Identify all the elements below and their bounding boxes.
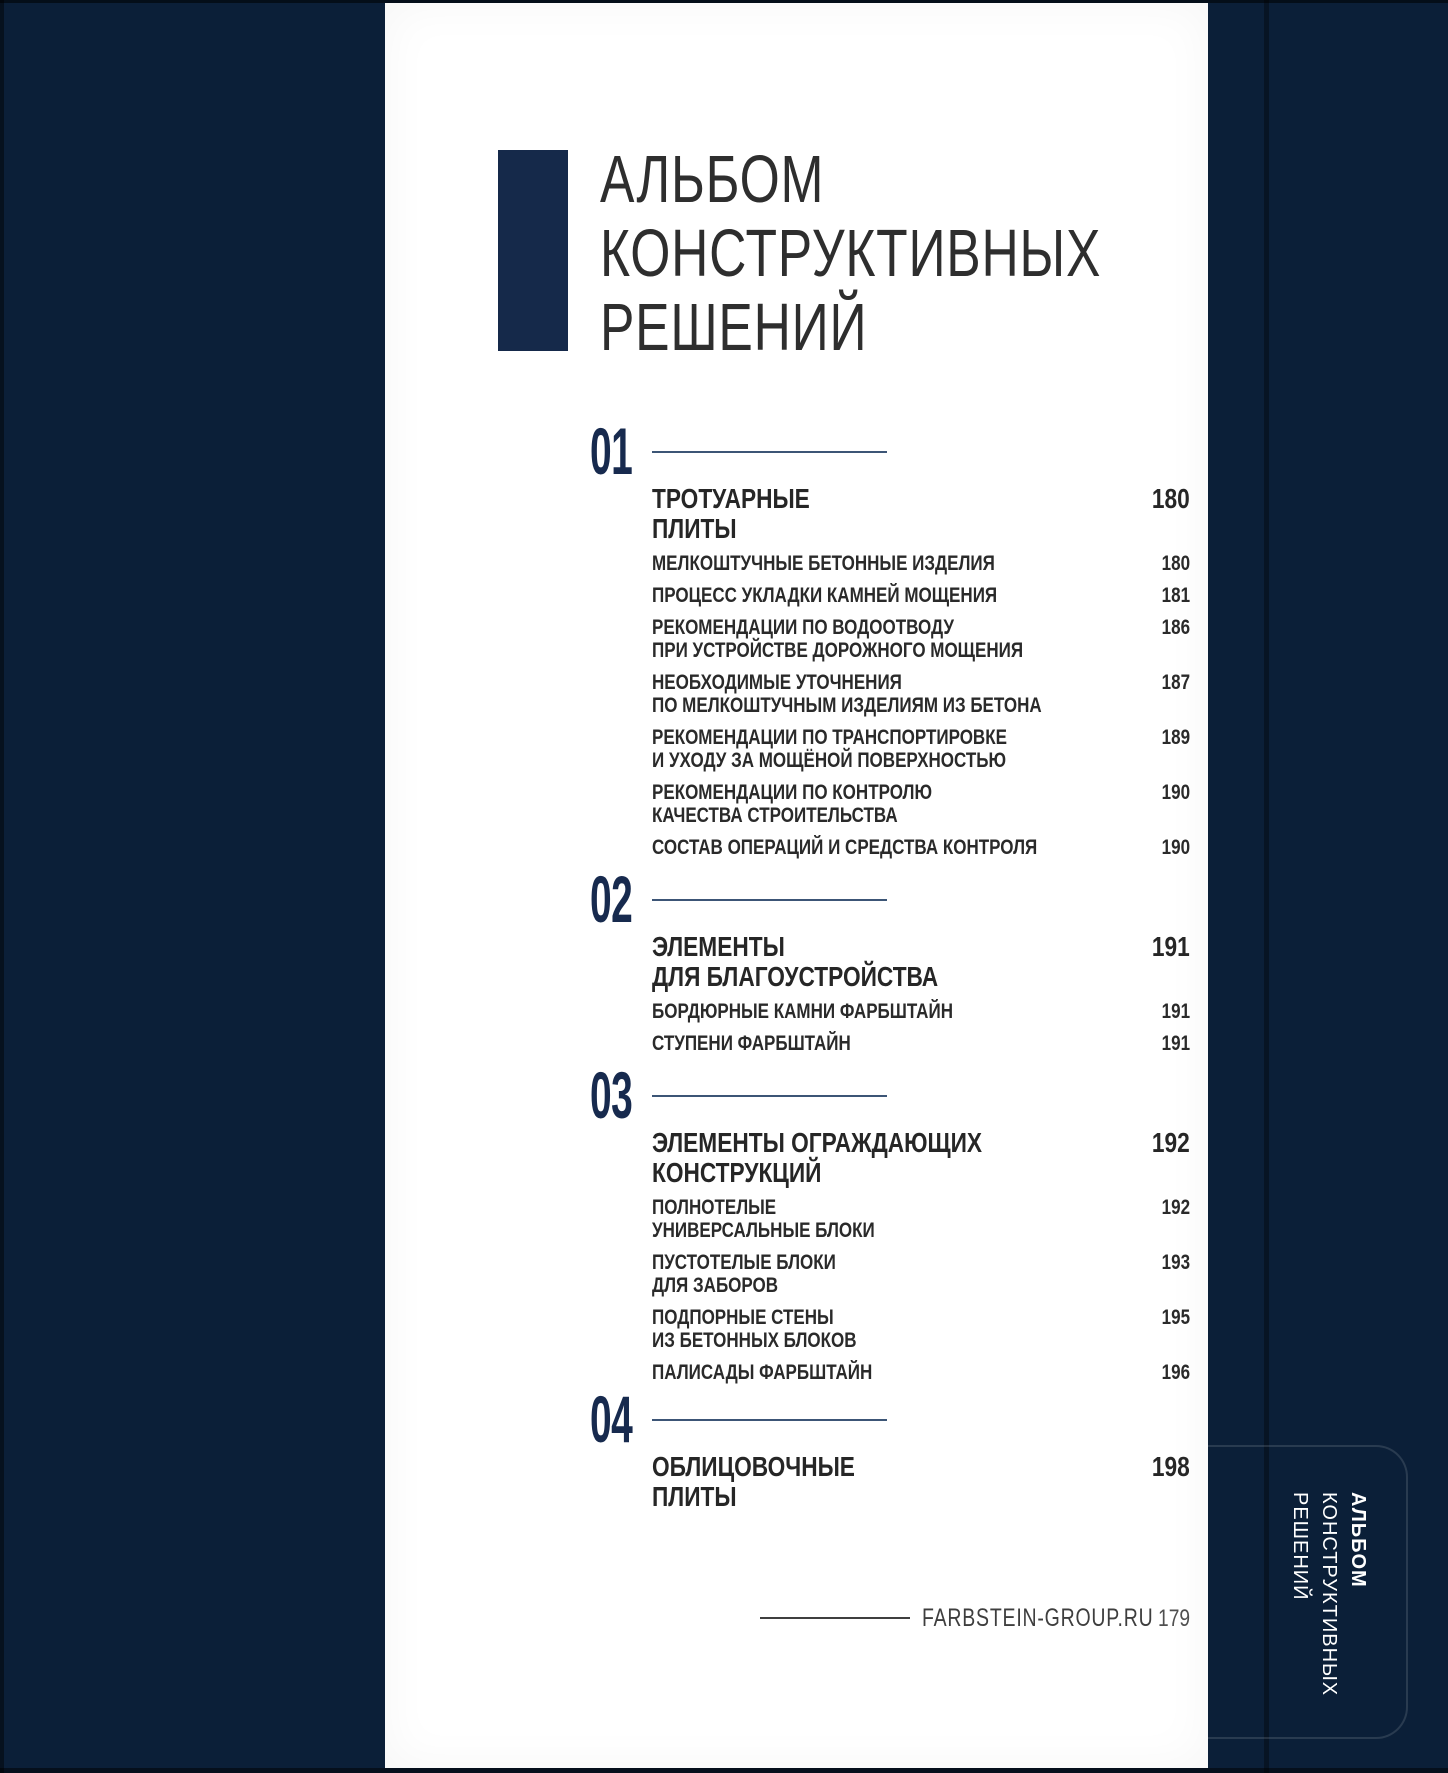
toc-item-text: ПОЛНОТЕЛЫЕ УНИВЕРСАЛЬНЫЕ БЛОКИ <box>652 1196 875 1242</box>
toc-item-page-number: 187 <box>1161 671 1190 694</box>
section-heading[interactable] <box>652 1395 1190 1512</box>
toc-item[interactable] <box>652 1000 1190 1023</box>
toc-item-text: СТУПЕНИ ФАРБШТАЙН <box>652 1032 851 1055</box>
spine-label-line-2: КОНСТРУКТИВНЫХ <box>1318 1492 1340 1697</box>
section-number: 02 <box>590 862 633 936</box>
toc-item-page-number: 191 <box>1161 1032 1190 1055</box>
section-page-number: 191 <box>1152 931 1190 962</box>
toc-item-text: ПОДПОРНЫЕ СТЕНЫ ИЗ БЕТОННЫХ БЛОКОВ <box>652 1306 857 1352</box>
section-heading[interactable] <box>652 1071 1190 1188</box>
toc-item-text: РЕКОМЕНДАЦИИ ПО ВОДООТВОДУ ПРИ УСТРОЙСТВЕ ДОРОЖНОГО МОЩЕНИЯ <box>652 616 1024 662</box>
toc-section-02 <box>590 862 1190 1064</box>
website-link[interactable]: FARBSTEIN-GROUP.RU <box>922 1604 1154 1632</box>
title-accent-rectangle <box>498 150 568 351</box>
section-heading-text: ЭЛЕМЕНТЫ ДЛЯ БЛАГОУСТРОЙСТВА <box>652 931 939 992</box>
toc-item[interactable] <box>652 671 1190 717</box>
toc-item-text: ПАЛИСАДЫ ФАРБШТАЙН <box>652 1361 873 1384</box>
toc-page <box>385 3 1208 1768</box>
footer-rule <box>760 1617 910 1619</box>
section-heading-text: ЭЛЕМЕНТЫ ОГРАЖДАЮЩИХ КОНСТРУКЦИЙ <box>652 1127 983 1188</box>
toc-item-page-number: 195 <box>1161 1306 1190 1329</box>
section-number: 04 <box>590 1382 633 1456</box>
title-line-2: КОНСТРУКТИВНЫХ <box>600 216 1102 291</box>
toc-item-text: РЕКОМЕНДАЦИИ ПО ТРАНСПОРТИРОВКЕ И УХОДУ ЗА МОЩЁНОЙ ПОВЕРХНОСТЬЮ <box>652 726 1007 772</box>
section-heading-text: ТРОТУАРНЫЕ ПЛИТЫ <box>652 483 810 544</box>
section-page-number: 180 <box>1152 483 1190 514</box>
toc-item-page-number: 180 <box>1161 552 1190 575</box>
toc-item-page-number: 193 <box>1161 1251 1190 1274</box>
section-number: 03 <box>590 1058 633 1132</box>
toc-section-01 <box>590 414 1190 868</box>
toc-item-page-number: 192 <box>1161 1196 1190 1219</box>
toc-item[interactable] <box>652 726 1190 772</box>
toc-item[interactable] <box>652 552 1190 575</box>
section-items <box>652 1000 1190 1055</box>
toc-item-text: ПУСТОТЕЛЫЕ БЛОКИ ДЛЯ ЗАБОРОВ <box>652 1251 836 1297</box>
toc-item-page-number: 186 <box>1161 616 1190 639</box>
toc-item-page-number: 181 <box>1161 584 1190 607</box>
page-footer <box>760 1605 1190 1635</box>
section-items <box>652 1196 1190 1384</box>
spine-label-line-3: РЕШЕНИЙ <box>1289 1492 1311 1601</box>
toc-item[interactable] <box>652 616 1190 662</box>
section-heading-text: ОБЛИЦОВОЧНЫЕ ПЛИТЫ <box>652 1451 855 1512</box>
toc-section-04 <box>590 1382 1190 1520</box>
title-line-3: РЕШЕНИЙ <box>600 290 868 365</box>
toc-item-text: ПРОЦЕСС УКЛАДКИ КАМНЕЙ МОЩЕНИЯ <box>652 584 998 607</box>
toc-item[interactable] <box>652 1196 1190 1242</box>
toc-section-03 <box>590 1058 1190 1393</box>
toc-item-text: СОСТАВ ОПЕРАЦИЙ И СРЕДСТВА КОНТРОЛЯ <box>652 836 1038 859</box>
page-number: 179 <box>1157 1605 1190 1632</box>
section-heading[interactable] <box>652 875 1190 992</box>
toc-item-page-number: 196 <box>1161 1361 1190 1384</box>
toc-item[interactable] <box>652 1306 1190 1352</box>
toc-item-page-number: 189 <box>1161 726 1190 749</box>
spine-label <box>1285 1492 1372 1707</box>
title-line-1: АЛЬБОМ <box>600 142 825 217</box>
section-number: 01 <box>590 414 633 488</box>
toc-item-text: РЕКОМЕНДАЦИИ ПО КОНТРОЛЮ КАЧЕСТВА СТРОИТЕЛЬСТВА <box>652 781 932 827</box>
toc-item[interactable] <box>652 584 1190 607</box>
toc-item-text: БОРДЮРНЫЕ КАМНИ ФАРБШТАЙН <box>652 1000 953 1023</box>
toc-item[interactable] <box>652 1251 1190 1297</box>
toc-item[interactable] <box>652 836 1190 859</box>
top-edge-shadow <box>0 0 1448 3</box>
toc-item[interactable] <box>652 781 1190 827</box>
toc-item-page-number: 191 <box>1161 1000 1190 1023</box>
toc-item-text: МЕЛКОШТУЧНЫЕ БЕТОННЫЕ ИЗДЕЛИЯ <box>652 552 995 575</box>
section-heading[interactable] <box>652 427 1190 544</box>
section-page-number: 198 <box>1152 1451 1190 1482</box>
spine-label-line-1: АЛЬБОМ <box>1347 1492 1369 1588</box>
document-title <box>600 143 1251 365</box>
toc-item-page-number: 190 <box>1161 836 1190 859</box>
section-items <box>652 552 1190 859</box>
toc-item-text: НЕОБХОДИМЫЕ УТОЧНЕНИЯ ПО МЕЛКОШТУЧНЫМ ИЗДЕЛИЯМ ИЗ БЕТОНА <box>652 671 1042 717</box>
toc-item-page-number: 190 <box>1161 781 1190 804</box>
section-page-number: 192 <box>1152 1127 1190 1158</box>
bottom-edge-shadow <box>0 1768 1448 1773</box>
toc-item[interactable] <box>652 1361 1190 1384</box>
left-edge-shadow <box>0 0 4 1773</box>
toc-item[interactable] <box>652 1032 1190 1055</box>
